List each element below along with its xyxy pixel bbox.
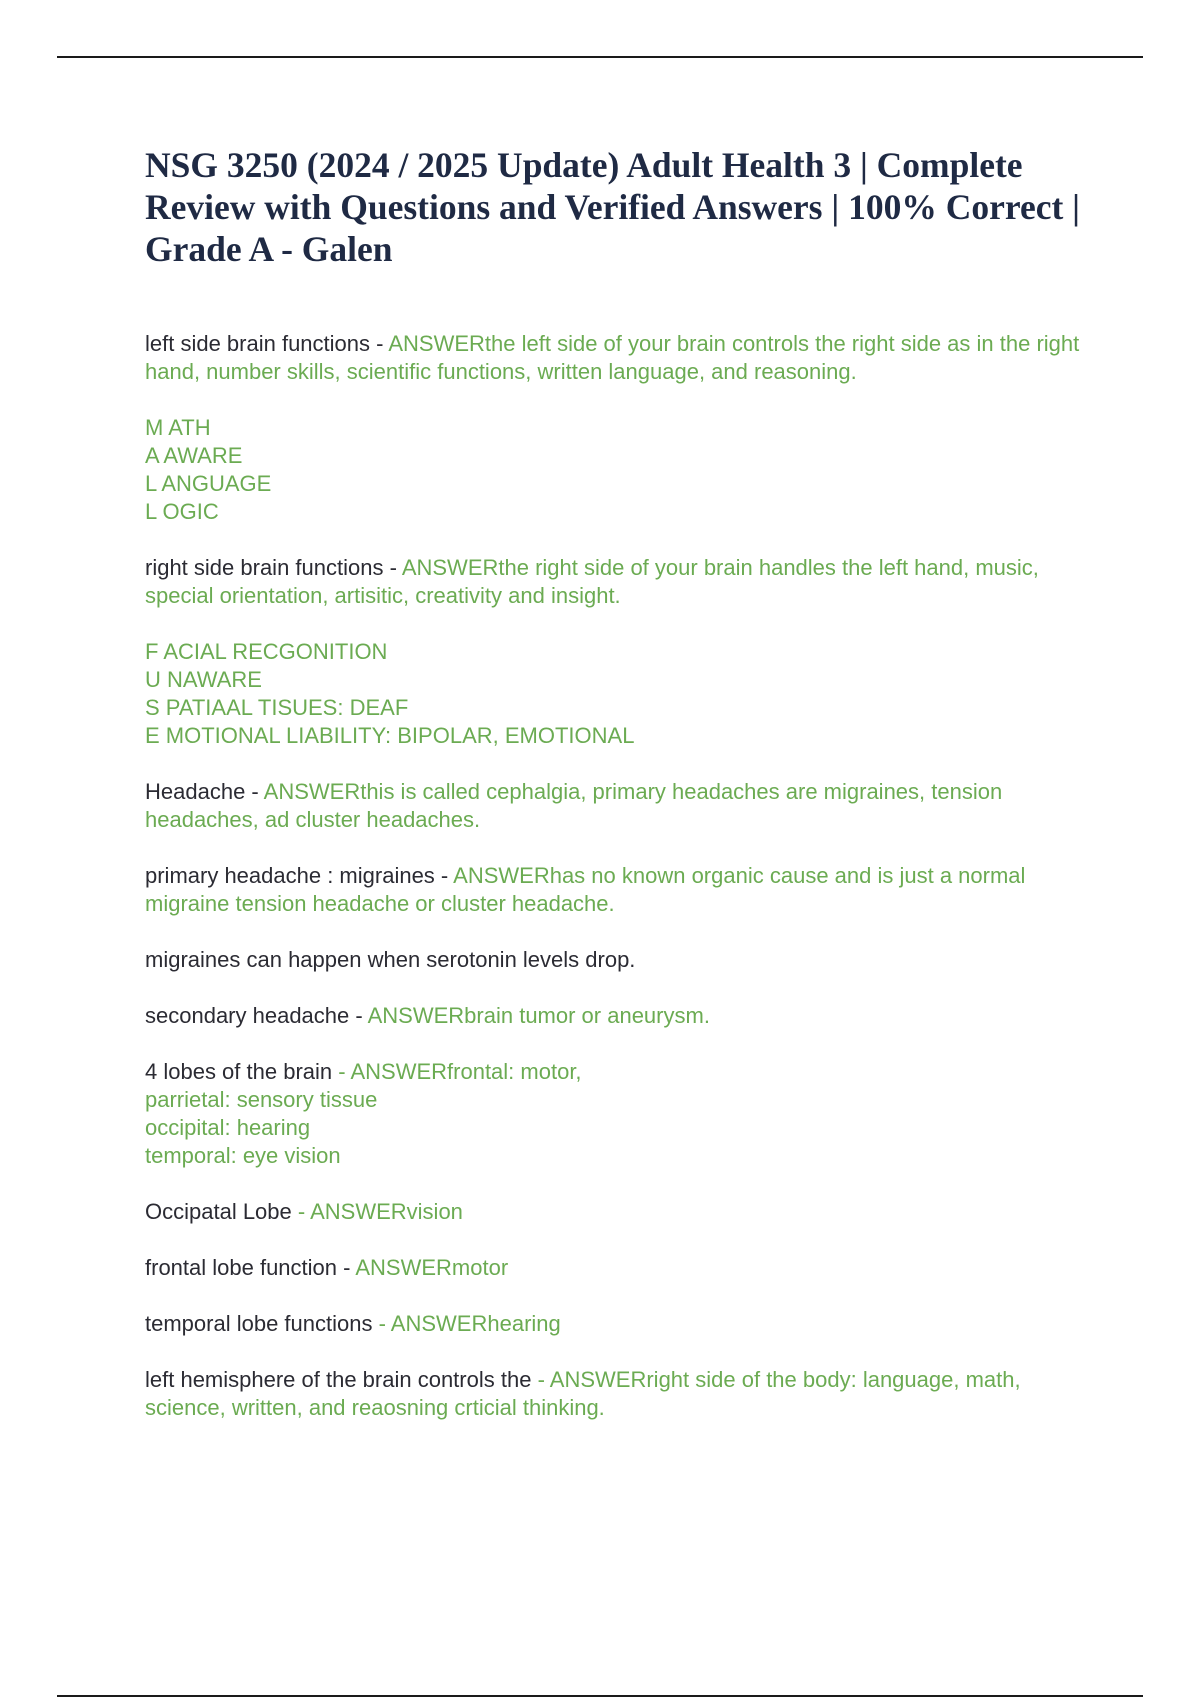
question-text: secondary headache -	[145, 1003, 368, 1028]
qa-item	[145, 1058, 1095, 1170]
question-text: right side brain functions -	[145, 555, 402, 580]
header-rule	[57, 56, 1143, 58]
document-body	[145, 144, 1095, 1422]
answer-line: A AWARE	[145, 443, 243, 468]
qa-item	[145, 1002, 1095, 1030]
qa-item	[145, 1198, 1095, 1226]
answer-text: ANSWERthe right side of your brain handles the left hand, music, special orientation, artisitic, creativity and insight.	[145, 555, 1039, 608]
question-text: Headache -	[145, 779, 264, 804]
question-text: migraines can happen when serotonin levels drop.	[145, 947, 636, 972]
qa-item	[145, 1310, 1095, 1338]
answer-text: - ANSWERright side of the body: language, math, science, written, and reaosning crticial thinking.	[145, 1367, 1021, 1420]
question-text: frontal lobe function -	[145, 1255, 356, 1280]
answer-text: - ANSWERvision	[291, 1199, 463, 1224]
qa-item	[145, 1366, 1095, 1422]
question-text: left hemisphere of the brain controls the	[145, 1367, 532, 1392]
answer-line: M ATH	[145, 415, 211, 440]
answer-line: E MOTIONAL LIABILITY: BIPOLAR, EMOTIONAL	[145, 723, 635, 748]
answer-line: U NAWARE	[145, 667, 262, 692]
answer-line: L OGIC	[145, 499, 219, 524]
footer-rule	[57, 1695, 1143, 1697]
question-text: temporal lobe functions	[145, 1311, 373, 1336]
qa-item	[145, 330, 1095, 386]
document-title: NSG 3250 (2024 / 2025 Update) Adult Health 3 | Complete Review with Questions and Verified Answers | 100% Correct | Grade A - Galen	[145, 145, 1080, 269]
answer-line: occipital: hearing	[145, 1115, 311, 1140]
qa-item	[145, 1254, 1095, 1282]
answer-text: ANSWERbrain tumor or aneurysm.	[367, 1003, 710, 1028]
question-text: primary headache : migraines -	[145, 863, 454, 888]
qa-item	[145, 862, 1095, 918]
question-text: Occipatal Lobe	[145, 1199, 292, 1224]
answer-text: ANSWERthis is called cephalgia, primary headaches are migraines, tension headaches, ad cluster headaches.	[145, 779, 1003, 832]
qa-item	[145, 946, 1095, 974]
answer-text: ANSWERhas no known organic cause and is just a normal migraine tension headache or cluster headache.	[145, 863, 1026, 916]
answer-line: L ANGUAGE	[145, 471, 272, 496]
qa-item	[145, 638, 1095, 750]
answer-line: F ACIAL RECGONITION	[145, 639, 388, 664]
question-text: left side brain functions -	[145, 331, 389, 356]
answer-line: - ANSWERfrontal: motor,	[332, 1059, 582, 1084]
answer-text: - ANSWERhearing	[372, 1311, 561, 1336]
qa-list	[145, 330, 1095, 1422]
answer-text: ANSWERthe left side of your brain controls the right side as in the right hand, number skills, scientific functions, written language, and reasoning.	[145, 331, 1080, 384]
qa-item	[145, 554, 1095, 610]
qa-item	[145, 414, 1095, 526]
qa-item	[145, 778, 1095, 834]
question-text: 4 lobes of the brain	[145, 1059, 333, 1084]
answer-line: S PATIAAL TISUES: DEAF	[145, 695, 409, 720]
answer-line: parrietal: sensory tissue	[145, 1087, 378, 1112]
answer-line: temporal: eye vision	[145, 1143, 341, 1168]
answer-text: ANSWERmotor	[355, 1255, 509, 1280]
